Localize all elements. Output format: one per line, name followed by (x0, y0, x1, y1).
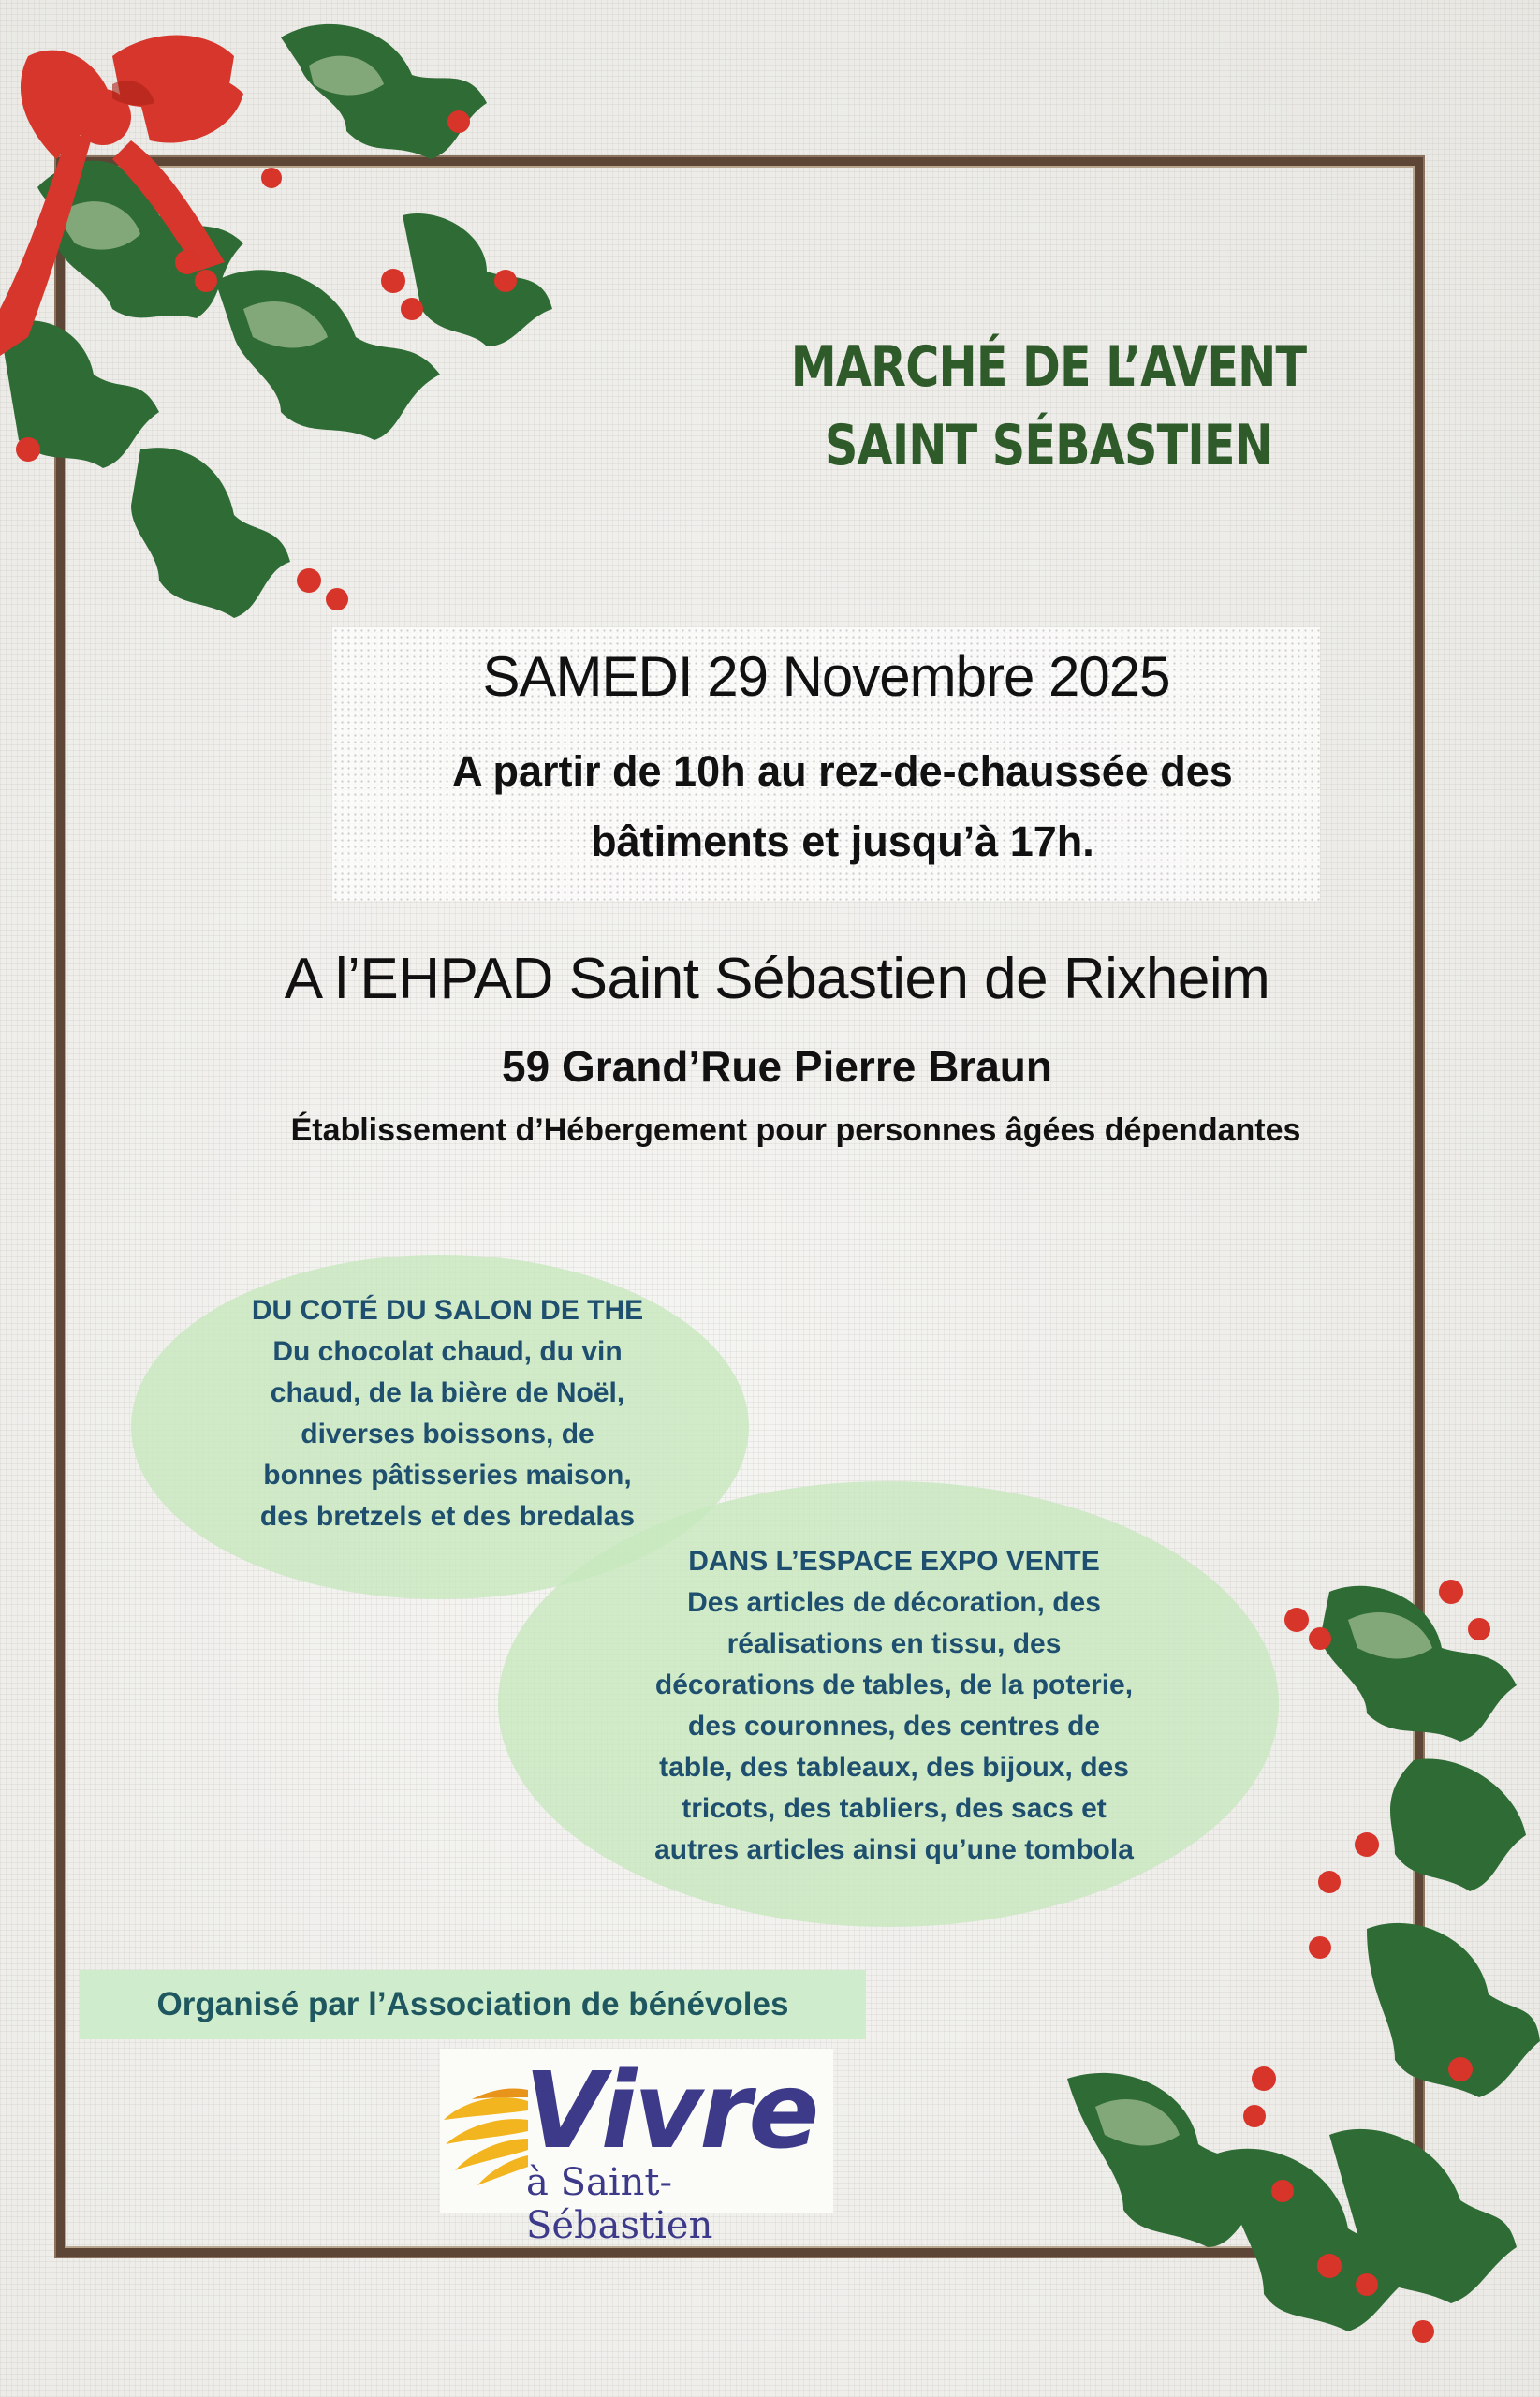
tea-salon-line: des bretzels et des bredalas (259, 1501, 636, 1532)
expo-sale-line: table, des tableaux, des bijoux, des (659, 1752, 1129, 1783)
venue-address: 59 Grand’Rue Pierre Braun (502, 1042, 1052, 1091)
expo-sale-line: autres articles ainsi qu’une tombola (654, 1834, 1134, 1865)
title-line-1: MARCHÉ DE L’AVENT (790, 334, 1307, 400)
expo-sale-line: tricots, des tabliers, des sacs et (682, 1793, 1107, 1824)
tea-salon-line: chaud, de la bière de Noël, (270, 1377, 625, 1408)
expo-sale-line: des couronnes, des centres de (687, 1711, 1101, 1742)
expo-sale-text (576, 1541, 1212, 1871)
venue-name: A l’EHPAD Saint Sébastien de Rixheim (284, 947, 1270, 1011)
event-title (772, 328, 1325, 485)
sun-rays-logo-icon (434, 2082, 537, 2185)
tea-salon-text (185, 1290, 710, 1537)
tea-salon-heading: DU COTÉ DU SALON DE THE (251, 1295, 644, 1326)
expo-sale-line: réalisations en tissu, des (726, 1628, 1062, 1659)
event-date: SAMEDI 29 Novembre 2025 (482, 645, 1170, 708)
expo-sale-heading: DANS L’ESPACE EXPO VENTE (688, 1546, 1100, 1577)
logo-subtitle: à Saint-Sébastien (526, 2161, 713, 2247)
hours-line-2: bâtiments et jusqu’à 17h. (591, 817, 1094, 865)
tea-salon-line: bonnes pâtisseries maison, (263, 1460, 632, 1491)
hours-line-1: A partir de 10h au rez-de-chaussée des (452, 747, 1233, 795)
title-line-2: SAINT SÉBASTIEN (824, 413, 1273, 478)
expo-sale-line: décorations de tables, de la poterie, (654, 1669, 1134, 1700)
organizer-banner: Organisé par l’Association de bénévoles (80, 1970, 866, 2039)
event-hours (356, 736, 1329, 876)
expo-sale-line: Des articles de décoration, des (687, 1587, 1101, 1618)
vivre-logo (440, 2049, 833, 2247)
venue-description: Établissement d’Hébergement pour personnes âgées dépendantes (290, 1112, 1301, 1148)
tea-salon-line: Du chocolat chaud, du vin (272, 1336, 623, 1367)
logo-wordmark: Vivre (524, 2051, 817, 2172)
tea-salon-line: diverses boissons, de (301, 1419, 594, 1449)
holly-ribbon-decoration-icon (0, 0, 655, 674)
